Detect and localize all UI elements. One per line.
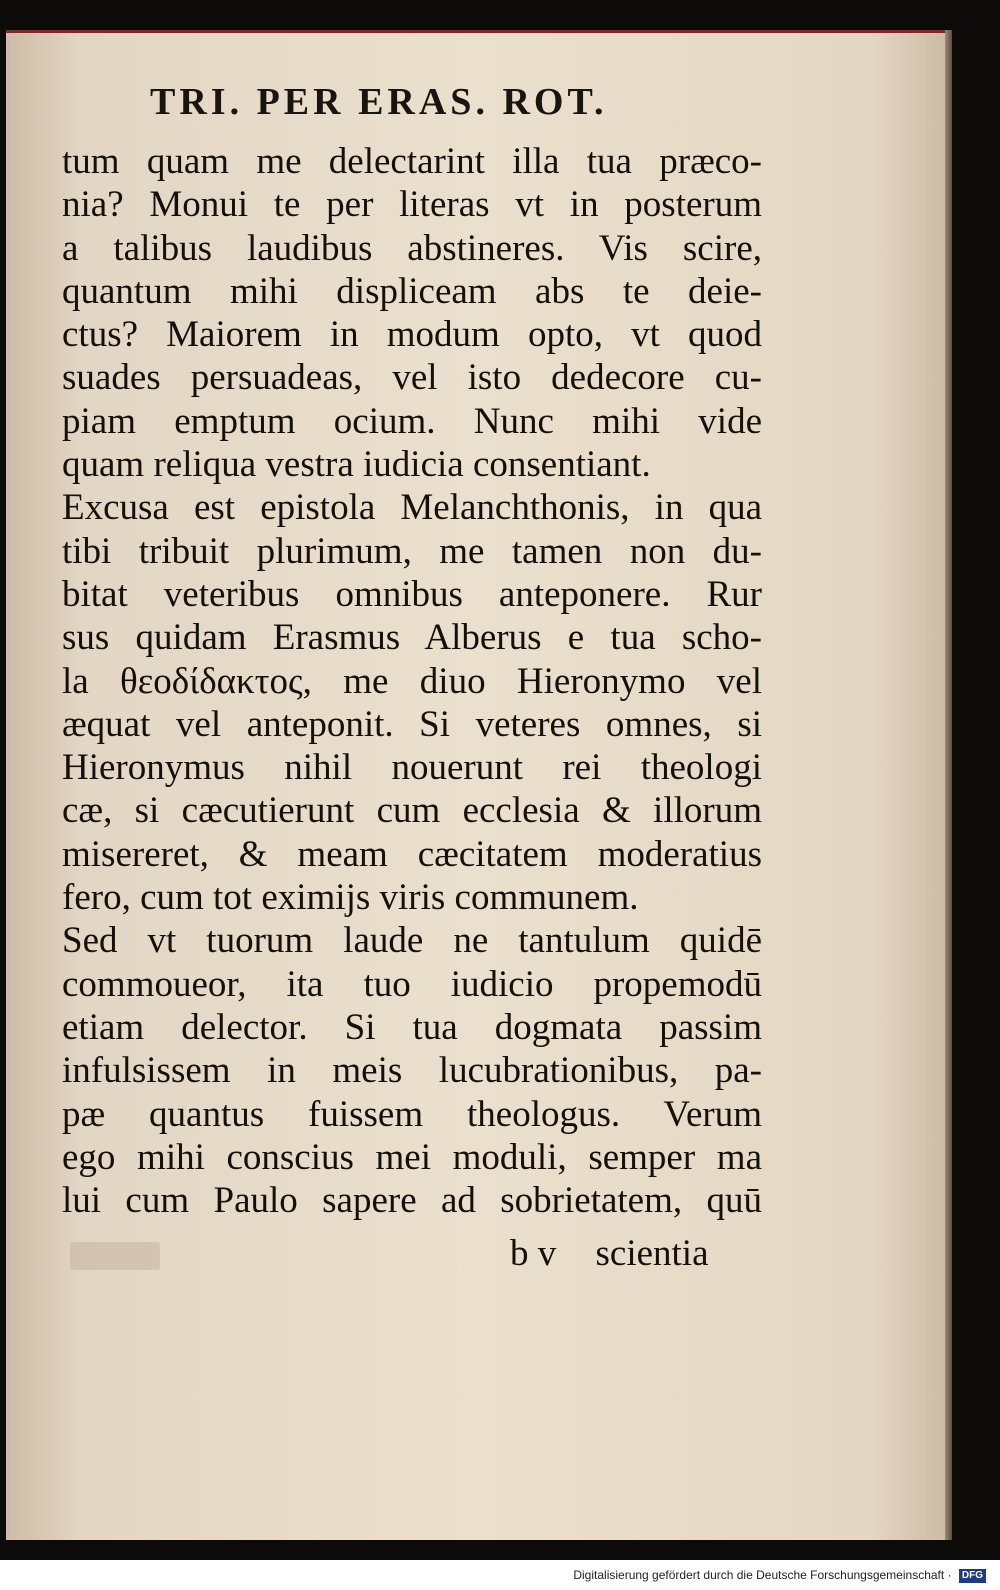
- signature-line: [510, 1232, 760, 1275]
- text-line: etiam delector. Si tua dogmata passim: [62, 1006, 762, 1048]
- text-line: quam reliqua vestra iudicia consentiant.: [62, 444, 651, 486]
- text-line: Sed vt tuorum laude ne tantulum quidē: [62, 920, 762, 962]
- text-line: bitat veteribus omnibus anteponere. Rur: [62, 573, 762, 615]
- text-line: fero, cum tot eximijs viris communem.: [62, 877, 639, 919]
- running-head: TRI. PER ERAS. ROT.: [150, 81, 608, 123]
- text-line: misereret, & meam cæcitatem moderatius: [62, 833, 762, 875]
- faded-stamp-mark: [70, 1242, 160, 1270]
- text-line: nia? Monui te per literas vt in posterum: [62, 184, 762, 226]
- page-edge: [945, 30, 952, 1540]
- text-line: æquat vel anteponit. Si veteres omnes, si: [62, 703, 762, 745]
- text-line: lui cum Paulo sapere ad sobrietatem, quū: [62, 1180, 762, 1222]
- text-line: la θεοδίδακτος, me diuo Hieronymo vel: [62, 660, 762, 702]
- digitization-footer: [573, 1568, 986, 1583]
- footer-text: Digitalisierung gefördert durch die Deutsche Forschungsgemeinschaft ·: [573, 1568, 952, 1582]
- body-text: [62, 140, 762, 1222]
- signature-mark: b v: [510, 1233, 557, 1274]
- text-line: sus quidam Erasmus Alberus e tua scho-: [62, 617, 762, 659]
- dfg-logo-icon: DFG: [959, 1569, 986, 1583]
- text-line: tum quam me delectarint illa tua præco-: [62, 141, 762, 182]
- text-line: a talibus laudibus abstineres. Vis scire,: [62, 227, 762, 269]
- text-line: piam emptum ocium. Nunc mihi vide: [62, 400, 762, 442]
- text-line: suades persuadeas, vel isto dedecore cu-: [62, 357, 762, 399]
- text-line: ego mihi conscius mei moduli, semper ma: [62, 1136, 762, 1178]
- text-line: pæ quantus fuissem theologus. Verum: [62, 1093, 762, 1135]
- text-line: infulsissem in meis lucubrationibus, pa-: [62, 1050, 762, 1092]
- text-line: tibi tribuit plurimum, me tamen non du-: [62, 530, 762, 572]
- text-line: Hieronymus nihil nouerunt rei theologi: [62, 747, 762, 789]
- text-line: quantum mihi displiceam abs te deie-: [62, 270, 762, 312]
- text-line: commoueor, ita tuo iudicio propemodū: [62, 963, 762, 1005]
- text-line: Excusa est epistola Melanchthonis, in qua: [62, 487, 762, 529]
- text-line: cæ, si cæcutierunt cum ecclesia & illorum: [62, 790, 762, 832]
- text-line: ctus? Maiorem in modum opto, vt quod: [62, 314, 762, 356]
- catchword: scientia: [595, 1233, 709, 1274]
